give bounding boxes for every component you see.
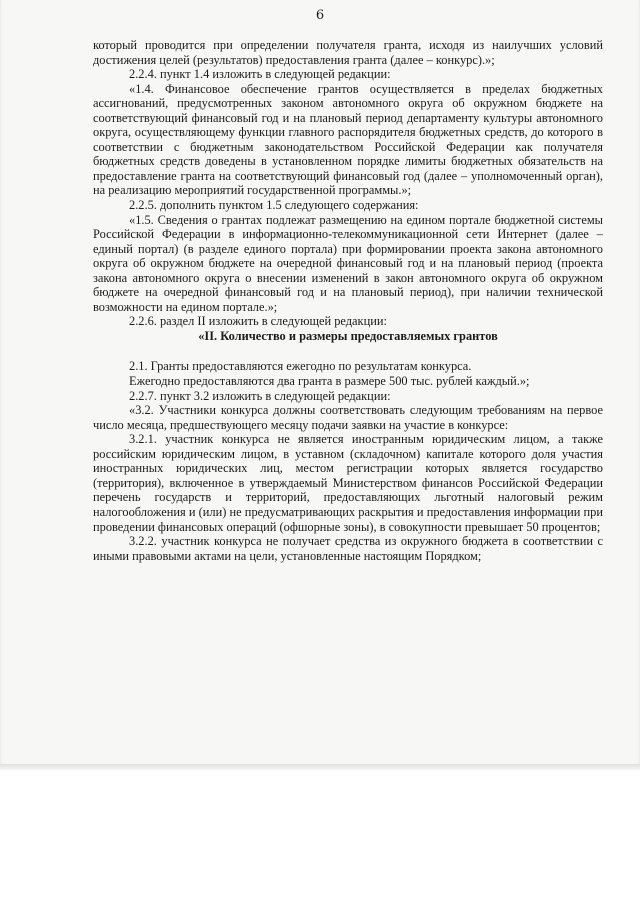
paragraph-continuation: который проводится при определении получателя гранта, исходя из наилучших условий достижения целей (результатов) предоставления гранта (далее – конкурс).»; xyxy=(93,38,603,67)
document-body xyxy=(93,38,603,563)
page-number: 6 xyxy=(315,8,325,23)
paragraph-1-5: «1.5. Сведения о грантах подлежат размещению на едином портале бюджетной системы Российской Федерации в информационно-телекоммуникационной сети Интернет (далее – единый портал) (в разделе единого портала) при формировании проекта закона автономного округа об окружном бюджете на очередной финансовый год и на плановый период (проекта закона автономного округа о внесении изменений в закон автономного округа об окружном бюджете на очередной финансовый год и на плановый период), при наличии технической возможности на едином портале.»; xyxy=(93,212,603,314)
section-heading: «II. Количество и размеры предоставляемых грантов xyxy=(198,328,498,343)
paragraph-3-2-2: 3.2.2. участник конкурса не получает средства из окружного бюджета в соответствии с иными правовыми актами на цели, установленные настоящим Порядком; xyxy=(93,534,603,563)
paragraph-2-1: 2.1. Гранты предоставляются ежегодно по результатам конкурса. xyxy=(129,359,472,374)
paragraph-2-2-7: 2.2.7. пункт 3.2 изложить в следующей редакции: xyxy=(129,388,391,403)
paragraph-3-2-1: 3.2.1. участник конкурса не является иностранным юридическим лицом, а также российским юридическим лицом, в уставном (складочном) капитале которого доля участия иностранных юридических лиц, местом регистрации которых является государство (территория), включенное в утверждаемый Министерством финансов Российской Федерации перечень государств и территорий, предоставляющих льготный налоговый режим налогообложения и (или) не предусматривающих раскрытия и предоставления информации при проведении финансовых операций (офшорные зоны), в совокупности превышает 50 процентов; xyxy=(93,432,603,534)
paragraph-2-2-5: 2.2.5. дополнить пунктом 1.5 следующего содержания: xyxy=(129,198,419,213)
paragraph-2-2-6: 2.2.6. раздел II изложить в следующей редакции: xyxy=(129,314,387,329)
paragraph-grants-amount: Ежегодно предоставляются два гранта в размере 500 тыс. рублей каждый.»; xyxy=(129,374,530,389)
paragraph-2-2-4: 2.2.4. пункт 1.4 изложить в следующей редакции: xyxy=(129,67,391,82)
paragraph-1-4: «1.4. Финансовое обеспечение грантов осуществляется в пределах бюджетных ассигнований, предусмотренных законом автономного округа об окружном бюджете на соответствующий финансовый год и на плановый период департаменту культуры автономного округа, осуществляющему функции главного распорядителя бюджетных средств, до которого в соответствии с бюджетным законодательством Российской Федерации как получателя бюджетных средств доведены в установленном порядке лимиты бюджетных обязательств на предоставление гранта на соответствующий финансовый год (далее – уполномоченный орган), на реализацию мероприятий государственной программы.»; xyxy=(93,81,603,198)
paragraph-3-2: «3.2. Участники конкурса должны соответствовать следующим требованиям на первое число месяца, предшествующего месяцу подачи заявки на участие в конкурсе: xyxy=(93,403,603,432)
